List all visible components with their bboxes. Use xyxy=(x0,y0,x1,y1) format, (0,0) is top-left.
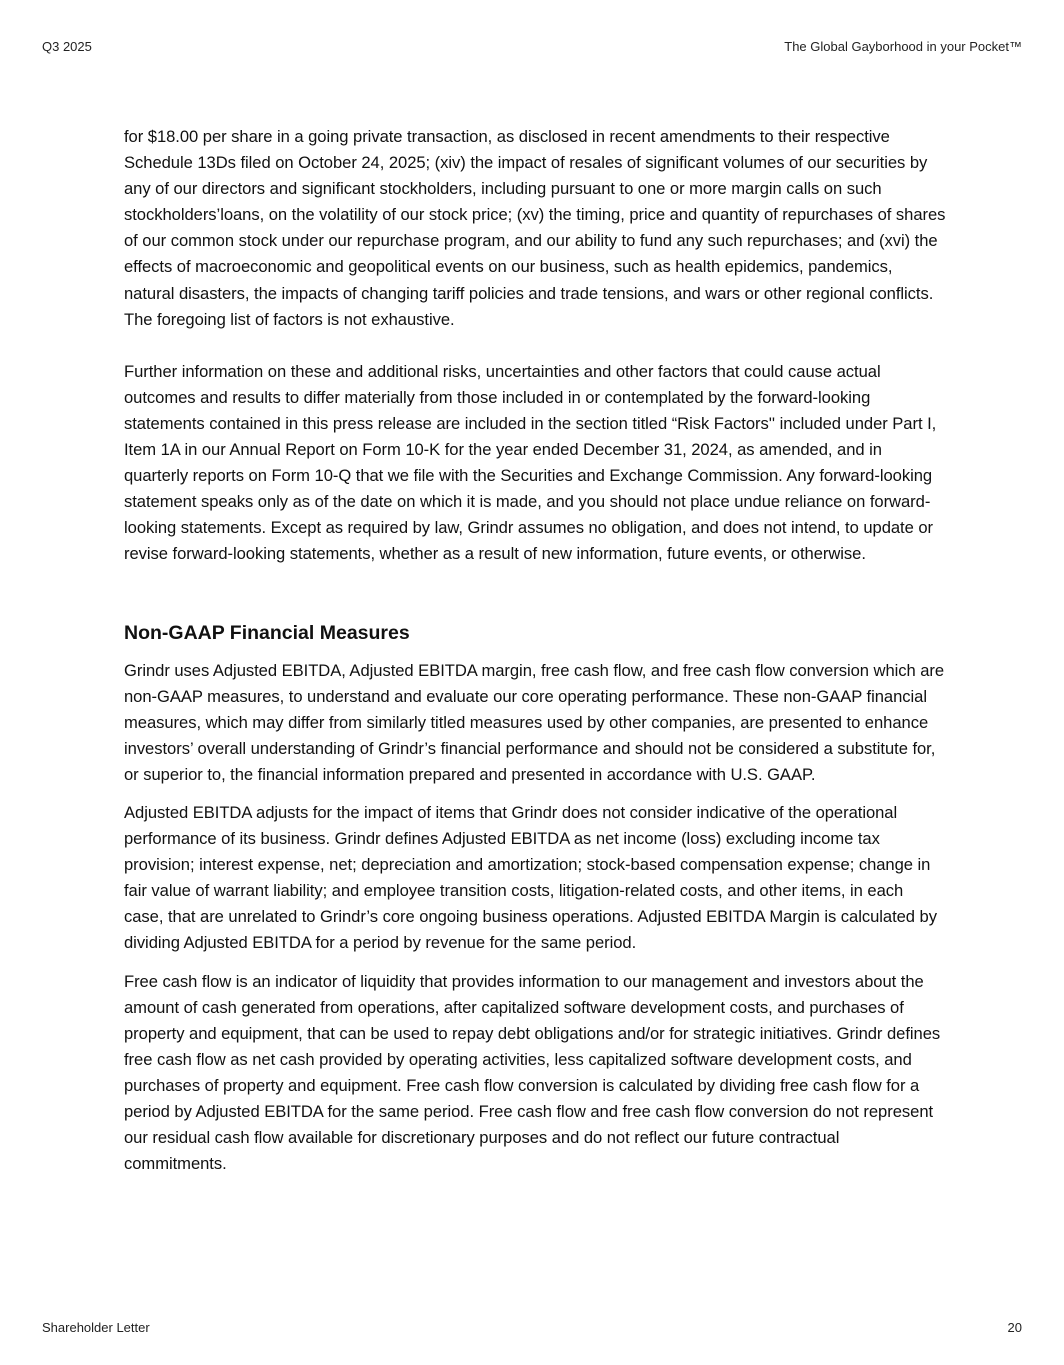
page-number: 20 xyxy=(1007,1320,1022,1335)
report-period: Q3 2025 xyxy=(42,39,92,54)
header-tagline: The Global Gayborhood in your Pocket™ xyxy=(784,39,1022,54)
page-header xyxy=(42,39,1022,55)
forward-looking-factors-paragraph: for $18.00 per share in a going private transaction, as disclosed in recent amendments to their respective Schedule 13Ds filed on October 24, 2025; (xiv) the impact of resales of significant volumes of our securities by any of our directors and significant stockholders, including pursuant to one or more margin calls on such stockholders’loans, on the volatility of our stock price; (xv) the timing, price and quantity of repurchases of shares of our common stock under our repurchase program, and our ability to fund any such repurchases; and (xvi) the effects of macroeconomic and geopolitical events on our business, such as health epidemics, pandemics, natural disasters, the impacts of changing tariff policies and trade tensions, and wars or other regional conflicts. The foregoing list of factors is not exhaustive. xyxy=(124,127,946,329)
free-cash-flow-paragraph: Free cash flow is an indicator of liquidity that provides information to our management and investors about the amount of cash generated from operations, after capitalized software development costs, and purchases of property and equipment, that can be used to repay debt obligations and/or for strategic initiatives. Grindr defines free cash flow as net cash provided by operating activities, less capitalized software development costs, and purchases of property and equipment. Free cash flow conversion is calculated by dividing free cash flow for a period by Adjusted EBITDA for the same period. Free cash flow and free cash flow conversion do not represent our residual cash flow available for discretionary purposes and do not reflect our future contractual commitments. xyxy=(124,971,941,1174)
section-heading-non-gaap: Non-GAAP Financial Measures xyxy=(124,621,410,644)
page-footer xyxy=(42,1320,1022,1336)
adjusted-ebitda-paragraph: Adjusted EBITDA adjusts for the impact of items that Grindr does not consider indicative of the operational performance of its business. Grindr defines Adjusted EBITDA as net income (loss) excluding income tax provision; interest expense, net; depreciation and amortization; stock-based compensation expense; change in fair value of warrant liability; and employee transition costs, litigation-related costs, and other items, in each case, that are unrelated to Grindr’s core ongoing business operations. Adjusted EBITDA Margin is calculated by dividing Adjusted EBITDA for a period by revenue for the same period. xyxy=(124,802,937,953)
non-gaap-intro-paragraph: Grindr uses Adjusted EBITDA, Adjusted EBITDA margin, free cash flow, and free cash flow conversion which are non-GAAP measures, to understand and evaluate our core operating performance. These non-GAAP financial measures, which may differ from similarly titled measures used by other companies, are presented to enhance investors’ overall understanding of Grindr’s financial performance and should not be considered a substitute for, or superior to, the financial information prepared and presented in accordance with U.S. GAAP. xyxy=(124,660,945,784)
risk-factors-paragraph: Further information on these and additional risks, uncertainties and other factors that could cause actual outcomes and results to differ materially from those included in or contemplated by the forward-looking statements contained in this press release are included in the section titled “Risk Factors'' included under Part I, Item 1A in our Annual Report on Form 10-K for the year ended December 31, 2024, as amended, and in quarterly reports on Form 10-Q that we file with the Securities and Exchange Commission. Any forward-looking statement speaks only as of the date on which it is made, and you should not place undue reliance on forward-looking statements. Except as required by law, Grindr assumes no obligation, and does not intend, to update or revise forward-looking statements, whether as a result of new information, future events, or otherwise. xyxy=(124,361,937,564)
document-body xyxy=(124,124,946,1177)
document-title: Shareholder Letter xyxy=(42,1320,150,1335)
